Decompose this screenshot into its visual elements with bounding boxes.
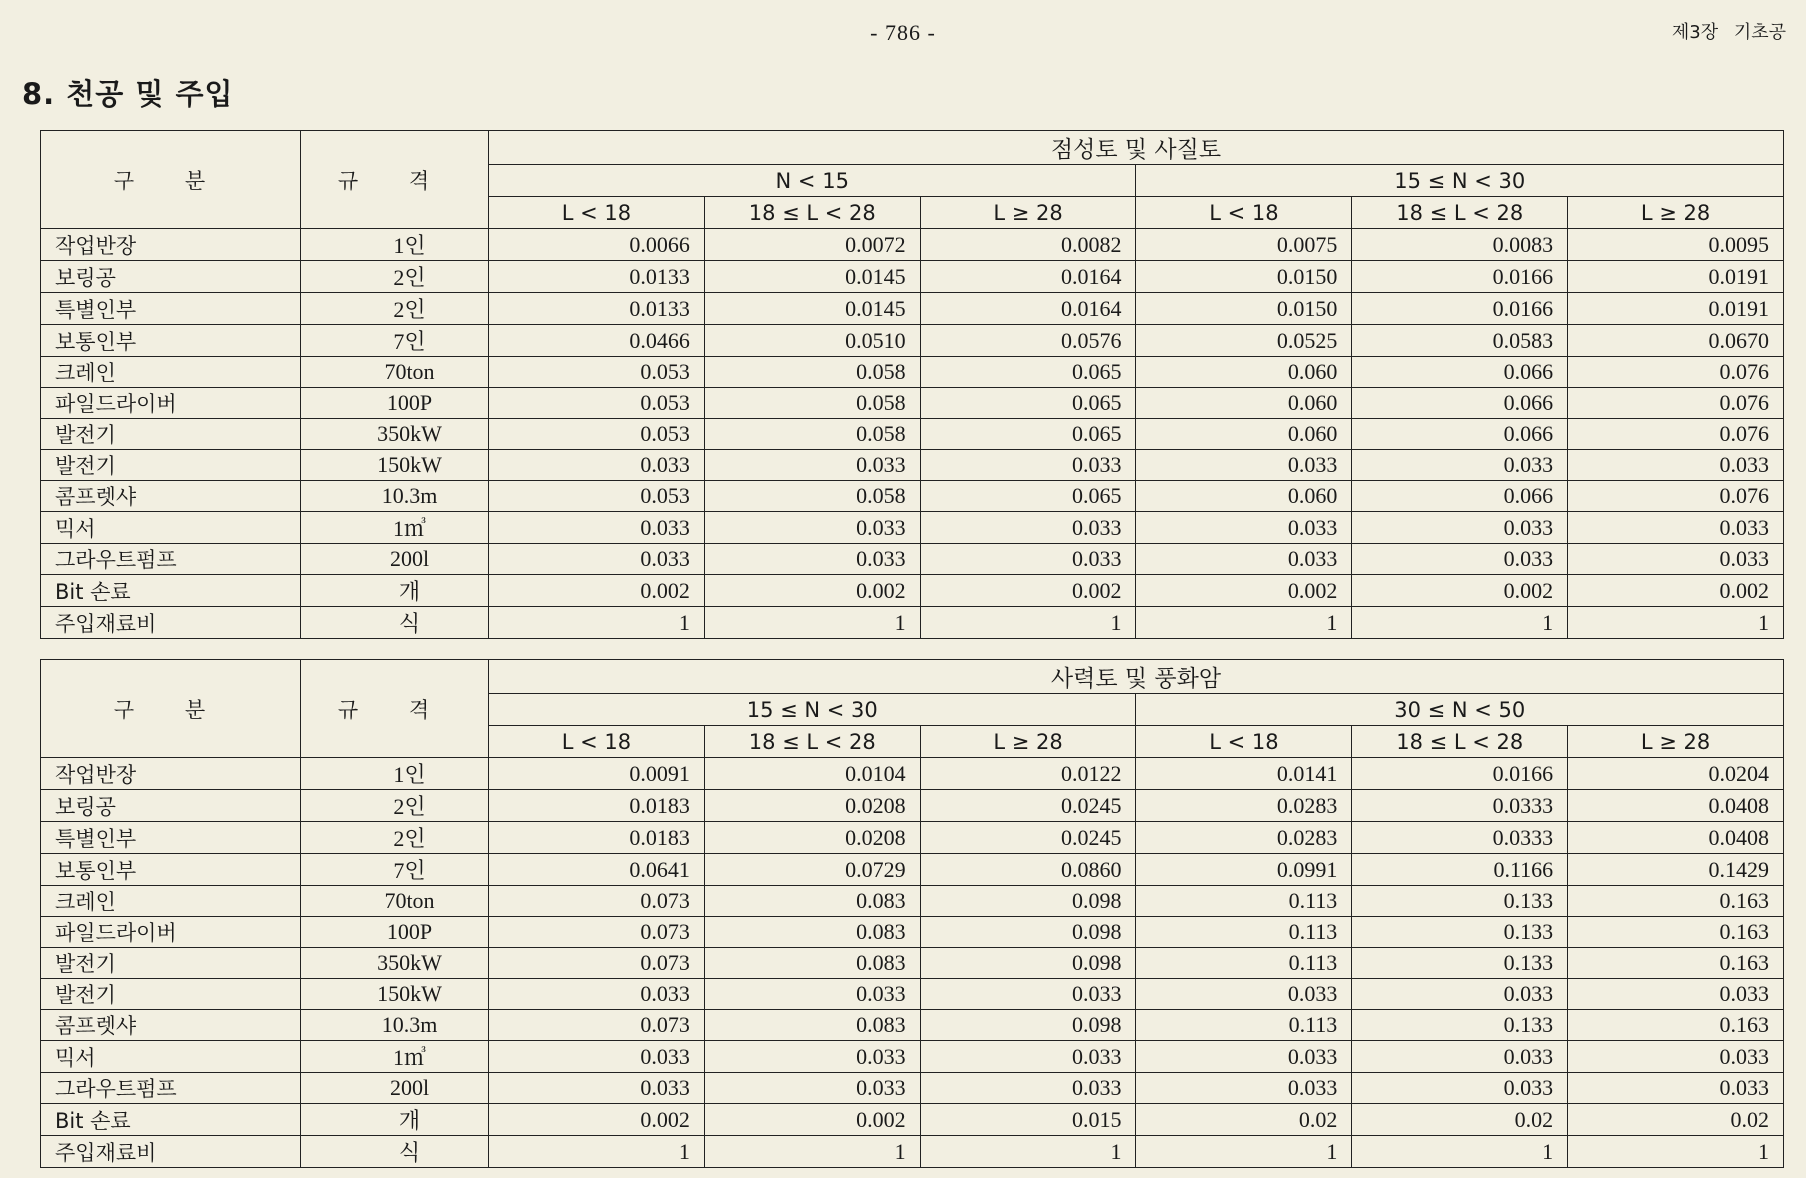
value-cell: 0.033 xyxy=(920,450,1136,481)
item-name: Bit 손료 xyxy=(41,575,301,607)
value-cell: 0.033 xyxy=(1136,1041,1352,1073)
header-spec: 규 격 xyxy=(301,660,489,758)
value-cell: 0.033 xyxy=(1568,1041,1784,1073)
table-row xyxy=(41,325,1784,357)
item-spec: 1㎥ xyxy=(301,512,489,544)
table-row xyxy=(41,512,1784,544)
value-cell: 0.015 xyxy=(920,1104,1136,1136)
item-spec: 100P xyxy=(301,388,489,419)
item-name: 콤프렛샤 xyxy=(41,481,301,512)
table-row xyxy=(41,481,1784,512)
header-item: 구 분 xyxy=(41,131,301,229)
value-cell: 0.133 xyxy=(1352,917,1568,948)
value-cell: 0.033 xyxy=(704,979,920,1010)
table-row xyxy=(41,979,1784,1010)
n-range-header: N < 15 xyxy=(489,165,1136,197)
value-cell: 0.073 xyxy=(489,948,705,979)
value-cell: 0.033 xyxy=(489,979,705,1010)
item-name: 그라우트펌프 xyxy=(41,544,301,575)
value-cell: 0.0141 xyxy=(1136,758,1352,790)
value-cell: 0.002 xyxy=(489,1104,705,1136)
table-row xyxy=(41,357,1784,388)
value-cell: 0.0283 xyxy=(1136,822,1352,854)
table-row xyxy=(41,261,1784,293)
value-cell: 0.0408 xyxy=(1568,790,1784,822)
value-cell: 0.066 xyxy=(1352,357,1568,388)
value-cell: 1 xyxy=(704,607,920,639)
value-cell: 0.163 xyxy=(1568,1010,1784,1041)
value-cell: 0.0166 xyxy=(1352,293,1568,325)
value-cell: 0.0166 xyxy=(1352,261,1568,293)
value-cell: 1 xyxy=(1352,1136,1568,1168)
item-spec: 70ton xyxy=(301,886,489,917)
item-spec: 2인 xyxy=(301,293,489,325)
value-cell: 0.076 xyxy=(1568,481,1784,512)
value-cell: 0.0191 xyxy=(1568,293,1784,325)
table-row xyxy=(41,544,1784,575)
item-spec: 10.3m xyxy=(301,1010,489,1041)
value-cell: 0.163 xyxy=(1568,917,1784,948)
value-cell: 0.0183 xyxy=(489,790,705,822)
value-cell: 0.033 xyxy=(1352,544,1568,575)
value-cell: 1 xyxy=(920,607,1136,639)
value-cell: 0.113 xyxy=(1136,886,1352,917)
value-cell: 0.002 xyxy=(704,1104,920,1136)
value-cell: 0.0133 xyxy=(489,261,705,293)
value-cell: 0.033 xyxy=(489,544,705,575)
value-cell: 0.002 xyxy=(1352,575,1568,607)
value-cell: 0.002 xyxy=(1136,575,1352,607)
item-spec: 150kW xyxy=(301,450,489,481)
value-cell: 0.033 xyxy=(1352,450,1568,481)
table-row xyxy=(41,450,1784,481)
value-cell: 0.1429 xyxy=(1568,854,1784,886)
value-cell: 1 xyxy=(489,607,705,639)
value-cell: 0.033 xyxy=(920,512,1136,544)
value-cell: 0.073 xyxy=(489,917,705,948)
item-spec: 100P xyxy=(301,917,489,948)
item-name: 발전기 xyxy=(41,979,301,1010)
value-cell: 0.0208 xyxy=(704,790,920,822)
item-name: 발전기 xyxy=(41,419,301,450)
value-cell: 0.065 xyxy=(920,388,1136,419)
table-row xyxy=(41,293,1784,325)
table-row xyxy=(41,1041,1784,1073)
value-cell: 0.053 xyxy=(489,388,705,419)
value-cell: 0.083 xyxy=(704,886,920,917)
value-cell: 0.033 xyxy=(1568,512,1784,544)
length-header: L ≥ 28 xyxy=(1568,726,1784,758)
value-cell: 0.0208 xyxy=(704,822,920,854)
length-header: L ≥ 28 xyxy=(1568,197,1784,229)
length-header: 18 ≤ L < 28 xyxy=(1352,197,1568,229)
item-spec: 10.3m xyxy=(301,481,489,512)
item-name: 보링공 xyxy=(41,261,301,293)
value-cell: 0.0166 xyxy=(1352,758,1568,790)
value-cell: 0.0091 xyxy=(489,758,705,790)
value-cell: 0.113 xyxy=(1136,917,1352,948)
value-cell: 0.002 xyxy=(704,575,920,607)
value-cell: 1 xyxy=(489,1136,705,1168)
n-range-header: 30 ≤ N < 50 xyxy=(1136,694,1784,726)
value-cell: 0.0525 xyxy=(1136,325,1352,357)
value-cell: 0.033 xyxy=(920,979,1136,1010)
value-cell: 0.058 xyxy=(704,357,920,388)
table-row xyxy=(41,1136,1784,1168)
value-cell: 0.066 xyxy=(1352,481,1568,512)
item-spec: 2인 xyxy=(301,822,489,854)
value-cell: 0.073 xyxy=(489,886,705,917)
value-cell: 0.113 xyxy=(1136,1010,1352,1041)
item-spec: 7인 xyxy=(301,325,489,357)
value-cell: 1 xyxy=(704,1136,920,1168)
item-spec: 150kW xyxy=(301,979,489,1010)
value-cell: 0.0333 xyxy=(1352,822,1568,854)
value-cell: 0.053 xyxy=(489,357,705,388)
value-cell: 0.033 xyxy=(1568,979,1784,1010)
value-cell: 0.053 xyxy=(489,481,705,512)
value-cell: 0.163 xyxy=(1568,948,1784,979)
value-cell: 0.002 xyxy=(1568,575,1784,607)
item-name: 크레인 xyxy=(41,357,301,388)
value-cell: 0.066 xyxy=(1352,419,1568,450)
value-cell: 0.0245 xyxy=(920,790,1136,822)
table-row xyxy=(41,790,1784,822)
item-name: Bit 손료 xyxy=(41,1104,301,1136)
item-name: 믹서 xyxy=(41,512,301,544)
soil-category-header: 사력토 및 풍화암 xyxy=(489,660,1784,694)
clay-sand-table xyxy=(40,130,1784,639)
value-cell: 0.0333 xyxy=(1352,790,1568,822)
value-cell: 0.033 xyxy=(1136,1073,1352,1104)
chapter-heading: 제3장 기초공 xyxy=(1671,22,1786,43)
value-cell: 0.060 xyxy=(1136,419,1352,450)
value-cell: 1 xyxy=(920,1136,1136,1168)
value-cell: 0.0104 xyxy=(704,758,920,790)
value-cell: 0.0150 xyxy=(1136,293,1352,325)
item-name: 발전기 xyxy=(41,948,301,979)
header-item: 구 분 xyxy=(41,660,301,758)
value-cell: 0.0164 xyxy=(920,261,1136,293)
value-cell: 0.0066 xyxy=(489,229,705,261)
value-cell: 0.133 xyxy=(1352,1010,1568,1041)
table-row xyxy=(41,1104,1784,1136)
value-cell: 0.0183 xyxy=(489,822,705,854)
item-spec: 350kW xyxy=(301,419,489,450)
length-header: L ≥ 28 xyxy=(920,197,1136,229)
item-spec: 1인 xyxy=(301,758,489,790)
value-cell: 0.002 xyxy=(920,575,1136,607)
value-cell: 0.0860 xyxy=(920,854,1136,886)
table-row xyxy=(41,758,1784,790)
table-row xyxy=(41,854,1784,886)
value-cell: 0.033 xyxy=(489,512,705,544)
value-cell: 0.0204 xyxy=(1568,758,1784,790)
item-spec: 식 xyxy=(301,1136,489,1168)
item-spec: 식 xyxy=(301,607,489,639)
header-spec: 규 격 xyxy=(301,131,489,229)
table-row xyxy=(41,1073,1784,1104)
value-cell: 1 xyxy=(1136,1136,1352,1168)
value-cell: 0.065 xyxy=(920,481,1136,512)
length-header: 18 ≤ L < 28 xyxy=(704,726,920,758)
value-cell: 0.033 xyxy=(920,1073,1136,1104)
item-name: 믹서 xyxy=(41,1041,301,1073)
table-row xyxy=(41,886,1784,917)
table-row xyxy=(41,575,1784,607)
value-cell: 0.0083 xyxy=(1352,229,1568,261)
value-cell: 0.133 xyxy=(1352,886,1568,917)
item-name: 특별인부 xyxy=(41,293,301,325)
item-name: 보링공 xyxy=(41,790,301,822)
length-header: 18 ≤ L < 28 xyxy=(704,197,920,229)
table-row xyxy=(41,229,1784,261)
value-cell: 0.076 xyxy=(1568,388,1784,419)
value-cell: 0.0191 xyxy=(1568,261,1784,293)
table-row xyxy=(41,419,1784,450)
value-cell: 0.002 xyxy=(489,575,705,607)
item-spec: 1인 xyxy=(301,229,489,261)
value-cell: 0.0991 xyxy=(1136,854,1352,886)
value-cell: 0.0122 xyxy=(920,758,1136,790)
value-cell: 0.033 xyxy=(704,450,920,481)
value-cell: 0.0245 xyxy=(920,822,1136,854)
value-cell: 0.060 xyxy=(1136,388,1352,419)
item-name: 작업반장 xyxy=(41,758,301,790)
value-cell: 0.098 xyxy=(920,948,1136,979)
item-name: 주입재료비 xyxy=(41,607,301,639)
value-cell: 0.02 xyxy=(1136,1104,1352,1136)
value-cell: 0.0641 xyxy=(489,854,705,886)
value-cell: 0.0408 xyxy=(1568,822,1784,854)
length-header: L < 18 xyxy=(1136,197,1352,229)
value-cell: 0.033 xyxy=(1352,512,1568,544)
table-row xyxy=(41,388,1784,419)
gravel-weathered-rock-table xyxy=(40,659,1784,1168)
table-row xyxy=(41,917,1784,948)
value-cell: 0.076 xyxy=(1568,419,1784,450)
value-cell: 0.066 xyxy=(1352,388,1568,419)
value-cell: 0.0576 xyxy=(920,325,1136,357)
value-cell: 0.0145 xyxy=(704,293,920,325)
value-cell: 0.033 xyxy=(489,1041,705,1073)
item-name: 특별인부 xyxy=(41,822,301,854)
value-cell: 0.073 xyxy=(489,1010,705,1041)
value-cell: 0.0075 xyxy=(1136,229,1352,261)
value-cell: 0.033 xyxy=(489,450,705,481)
item-spec: 1㎥ xyxy=(301,1041,489,1073)
item-name: 보통인부 xyxy=(41,325,301,357)
value-cell: 0.060 xyxy=(1136,481,1352,512)
value-cell: 1 xyxy=(1568,607,1784,639)
value-cell: 0.133 xyxy=(1352,948,1568,979)
value-cell: 0.0072 xyxy=(704,229,920,261)
value-cell: 0.098 xyxy=(920,917,1136,948)
item-spec: 200l xyxy=(301,544,489,575)
value-cell: 0.058 xyxy=(704,481,920,512)
item-spec: 개 xyxy=(301,1104,489,1136)
n-range-header: 15 ≤ N < 30 xyxy=(489,694,1136,726)
value-cell: 0.1166 xyxy=(1352,854,1568,886)
item-name: 보통인부 xyxy=(41,854,301,886)
value-cell: 0.060 xyxy=(1136,357,1352,388)
value-cell: 0.0283 xyxy=(1136,790,1352,822)
item-spec: 7인 xyxy=(301,854,489,886)
page-number: - 786 - xyxy=(870,20,936,45)
value-cell: 0.033 xyxy=(1136,512,1352,544)
value-cell: 0.02 xyxy=(1568,1104,1784,1136)
value-cell: 0.0510 xyxy=(704,325,920,357)
item-spec: 350kW xyxy=(301,948,489,979)
value-cell: 0.058 xyxy=(704,419,920,450)
value-cell: 0.0082 xyxy=(920,229,1136,261)
item-name: 콤프렛샤 xyxy=(41,1010,301,1041)
value-cell: 0.0583 xyxy=(1352,325,1568,357)
value-cell: 0.033 xyxy=(1136,450,1352,481)
value-cell: 0.033 xyxy=(489,1073,705,1104)
soil-category-header: 점성토 및 사질토 xyxy=(489,131,1784,165)
value-cell: 0.065 xyxy=(920,357,1136,388)
value-cell: 0.083 xyxy=(704,917,920,948)
table-row xyxy=(41,822,1784,854)
value-cell: 1 xyxy=(1568,1136,1784,1168)
table-row xyxy=(41,607,1784,639)
value-cell: 0.083 xyxy=(704,948,920,979)
value-cell: 0.065 xyxy=(920,419,1136,450)
value-cell: 0.033 xyxy=(704,544,920,575)
length-header: L < 18 xyxy=(489,197,705,229)
item-name: 주입재료비 xyxy=(41,1136,301,1168)
value-cell: 0.033 xyxy=(704,512,920,544)
value-cell: 0.033 xyxy=(1136,544,1352,575)
value-cell: 0.0466 xyxy=(489,325,705,357)
value-cell: 0.033 xyxy=(920,1041,1136,1073)
value-cell: 0.058 xyxy=(704,388,920,419)
value-cell: 0.02 xyxy=(1352,1104,1568,1136)
value-cell: 0.098 xyxy=(920,886,1136,917)
value-cell: 0.0150 xyxy=(1136,261,1352,293)
value-cell: 0.0095 xyxy=(1568,229,1784,261)
value-cell: 0.0145 xyxy=(704,261,920,293)
item-name: 발전기 xyxy=(41,450,301,481)
value-cell: 0.033 xyxy=(1352,1041,1568,1073)
value-cell: 0.0670 xyxy=(1568,325,1784,357)
value-cell: 0.033 xyxy=(1352,979,1568,1010)
value-cell: 0.053 xyxy=(489,419,705,450)
value-cell: 0.076 xyxy=(1568,357,1784,388)
item-name: 그라우트펌프 xyxy=(41,1073,301,1104)
value-cell: 1 xyxy=(1352,607,1568,639)
item-name: 크레인 xyxy=(41,886,301,917)
value-cell: 0.033 xyxy=(920,544,1136,575)
value-cell: 0.0729 xyxy=(704,854,920,886)
item-spec: 70ton xyxy=(301,357,489,388)
item-spec: 200l xyxy=(301,1073,489,1104)
table-row xyxy=(41,948,1784,979)
section-title: 8. 천공 및 주입 xyxy=(22,77,234,111)
value-cell: 1 xyxy=(1136,607,1352,639)
value-cell: 0.033 xyxy=(704,1041,920,1073)
value-cell: 0.033 xyxy=(704,1073,920,1104)
length-header: 18 ≤ L < 28 xyxy=(1352,726,1568,758)
value-cell: 0.083 xyxy=(704,1010,920,1041)
length-header: L < 18 xyxy=(1136,726,1352,758)
value-cell: 0.033 xyxy=(1352,1073,1568,1104)
item-name: 파일드라이버 xyxy=(41,388,301,419)
value-cell: 0.033 xyxy=(1568,1073,1784,1104)
value-cell: 0.098 xyxy=(920,1010,1136,1041)
value-cell: 0.113 xyxy=(1136,948,1352,979)
value-cell: 0.033 xyxy=(1136,979,1352,1010)
value-cell: 0.0164 xyxy=(920,293,1136,325)
item-spec: 개 xyxy=(301,575,489,607)
n-range-header: 15 ≤ N < 30 xyxy=(1136,165,1784,197)
item-spec: 2인 xyxy=(301,261,489,293)
value-cell: 0.033 xyxy=(1568,450,1784,481)
item-name: 파일드라이버 xyxy=(41,917,301,948)
table-row xyxy=(41,1010,1784,1041)
value-cell: 0.033 xyxy=(1568,544,1784,575)
length-header: L ≥ 28 xyxy=(920,726,1136,758)
value-cell: 0.0133 xyxy=(489,293,705,325)
length-header: L < 18 xyxy=(489,726,705,758)
value-cell: 0.163 xyxy=(1568,886,1784,917)
item-name: 작업반장 xyxy=(41,229,301,261)
item-spec: 2인 xyxy=(301,790,489,822)
